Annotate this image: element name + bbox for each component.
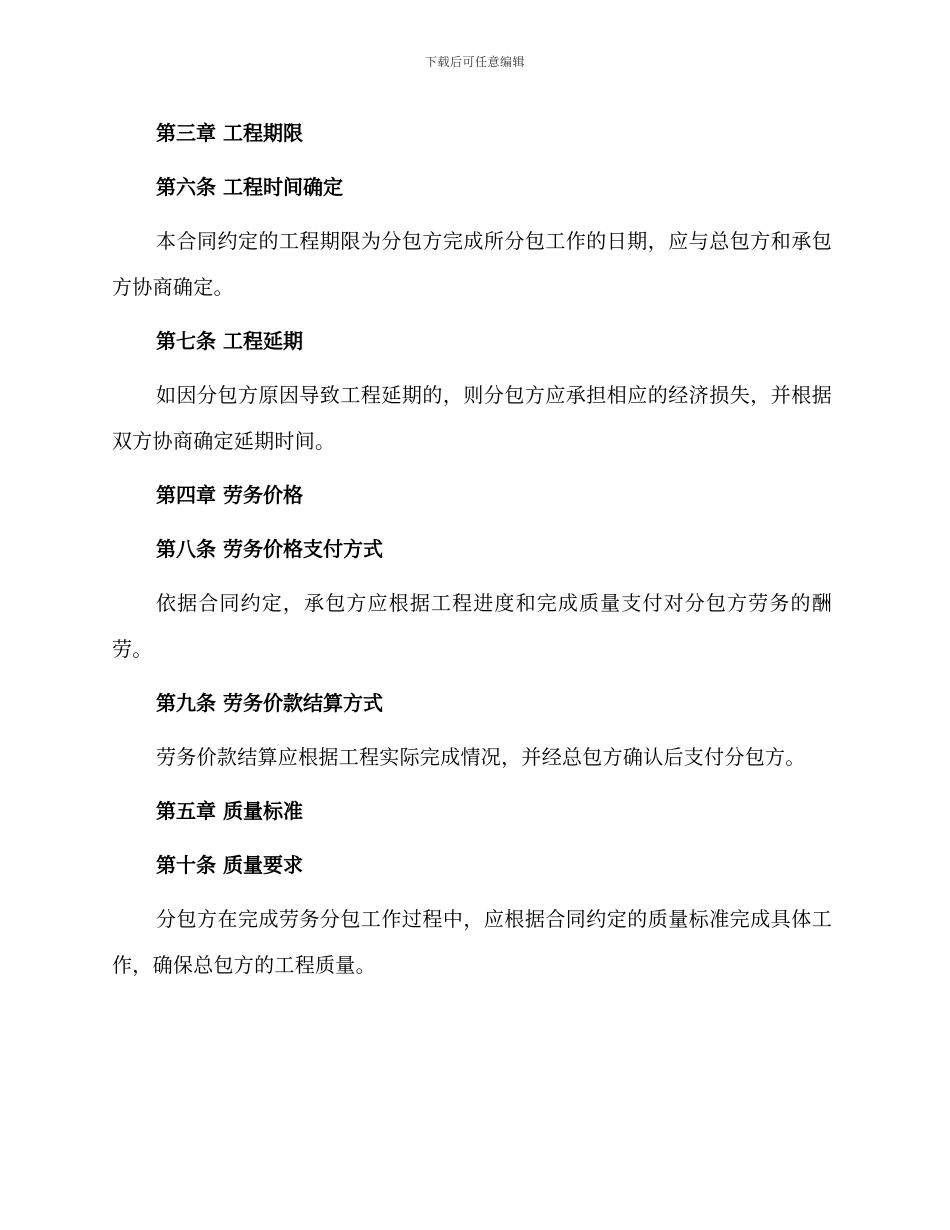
article-heading: 第九条 劳务价款结算方式 <box>156 691 383 715</box>
article-paragraph: 依据合同约定，承包方应根据工程进度和完成质量支付对分包方劳务的酬劳。 <box>112 591 832 661</box>
chapter-heading: 第五章 质量标准 <box>156 799 303 823</box>
article-paragraph: 分包方在完成劳务分包工作过程中，应根据合同约定的质量标准完成具体工作，确保总包方的工程质量。 <box>112 907 832 977</box>
article-heading: 第八条 劳务价格支付方式 <box>156 537 383 561</box>
article-paragraph: 劳务价款结算应根据工程实际完成情况，并经总包方确认后支付分包方。 <box>156 745 806 769</box>
header-note: 下载后可任意编辑 <box>424 55 525 69</box>
article-paragraph: 如因分包方原因导致工程延期的，则分包方应承担相应的经济损失，并根据双方协商确定延期时间。 <box>112 383 832 453</box>
article-heading: 第十条 质量要求 <box>156 853 303 877</box>
chapter-heading: 第三章 工程期限 <box>156 121 303 145</box>
document-body <box>112 106 832 992</box>
article-heading: 第六条 工程时间确定 <box>156 175 343 199</box>
article-paragraph: 本合同约定的工程期限为分包方完成所分包工作的日期，应与总包方和承包方协商确定。 <box>112 229 832 299</box>
article-heading: 第七条 工程延期 <box>156 329 303 353</box>
chapter-heading: 第四章 劳务价格 <box>156 483 303 507</box>
